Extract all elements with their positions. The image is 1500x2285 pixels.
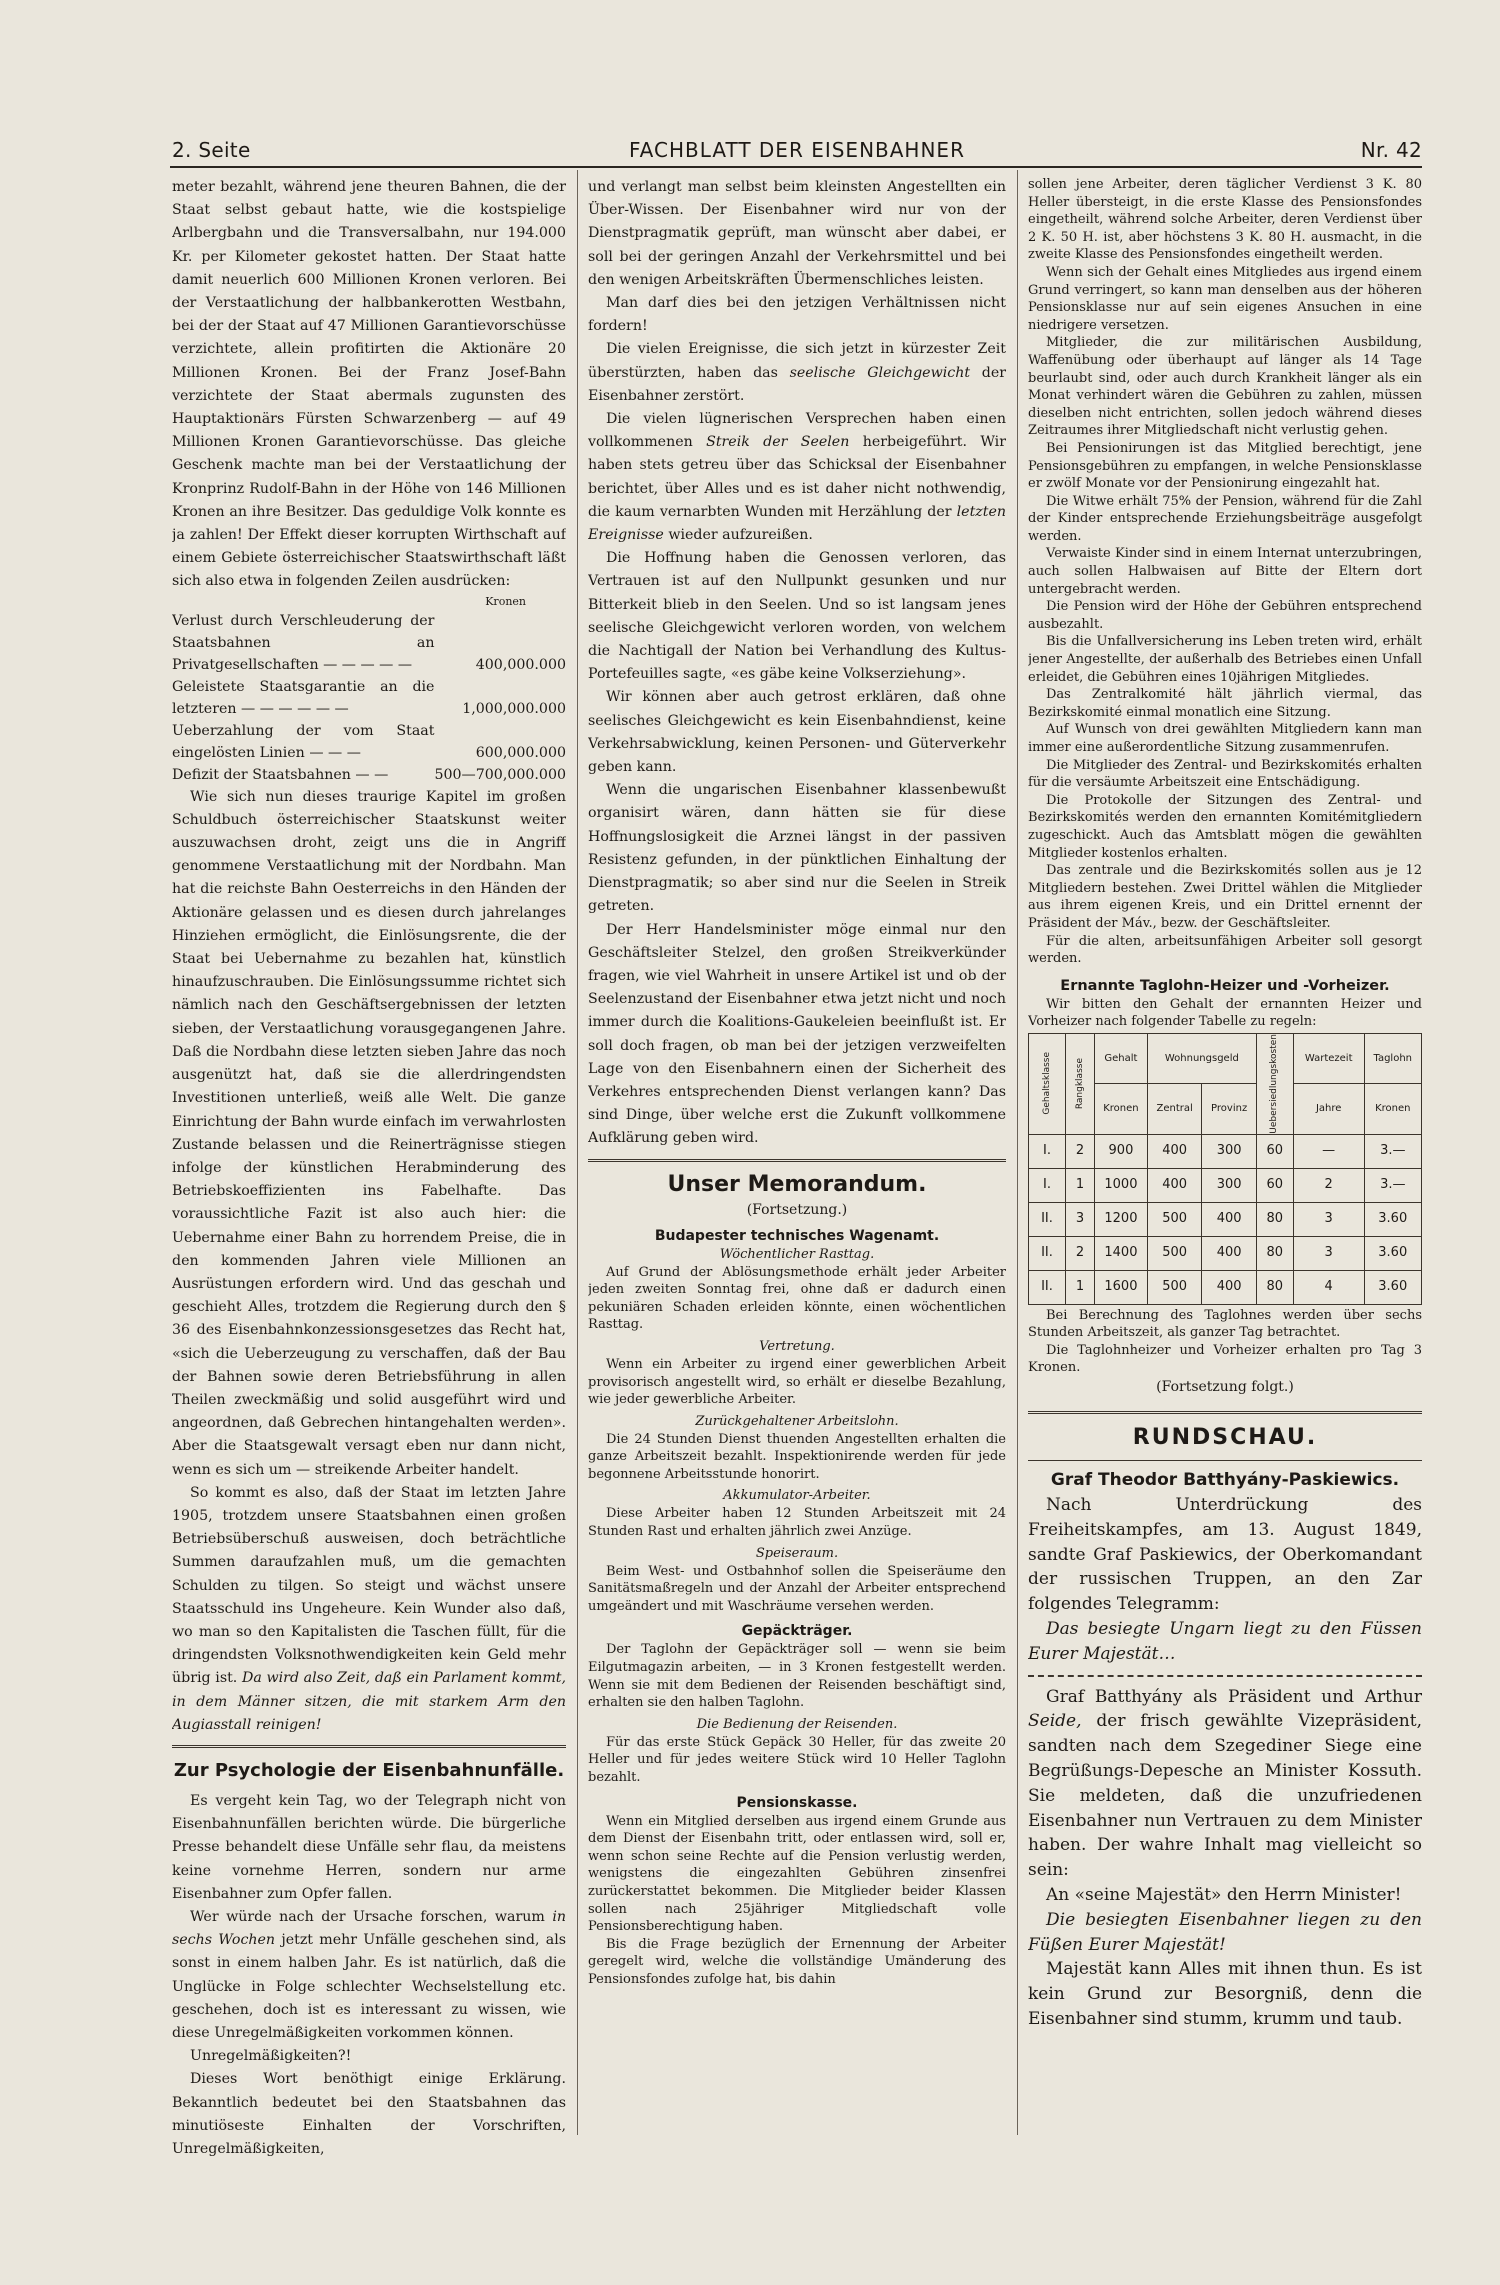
- item-text: Die Pension wird der Höhe der Gebühren entsprechend ausbezahlt.: [1028, 599, 1422, 632]
- table-cell: 80: [1256, 1202, 1293, 1236]
- item-text: Die Protokolle der Sitzungen des Zentral- und Bezirkskomités werden den ernannten Komitémitgliedern zugeschickt. Auch das Amtsblatt mögen die gewählten Mitglieder kostenlos erhalten.: [1028, 792, 1422, 861]
- table-cell: 1000: [1095, 1168, 1148, 1202]
- item-heading: Die Bedienung der Reisenden.: [696, 1716, 898, 1732]
- table-row: [1029, 1134, 1422, 1168]
- page-number: 2. Seite: [172, 138, 251, 162]
- table-cell: 400: [1147, 1168, 1202, 1202]
- table-cell: 1: [1066, 1270, 1095, 1304]
- ledger-label: Geleistete Staatsgarantie an die letzteren — — — — — —: [172, 678, 435, 717]
- table-header: Taglohn: [1364, 1033, 1421, 1083]
- table-row: [1029, 1202, 1422, 1236]
- quote-text: Das besiegte Ungarn liegt zu den Füssen Eurer Majestät…: [1028, 1618, 1422, 1664]
- table-cell: —: [1293, 1134, 1364, 1168]
- item-text: Diese Arbeiter haben 12 Stunden Arbeitszeit mit 24 Stunden Rast und erhalten jährlich zwei Anzüge.: [588, 1506, 1006, 1540]
- ledger-value: 1,000,000.000: [462, 700, 566, 717]
- article-paragraph: Majestät kann Alles mit ihnen thun. Es ist kein Grund zur Besorgniß, denn die Eisenbahner sind stumm, krumm und taub.: [1028, 1959, 1422, 2029]
- table-cell: 300: [1202, 1134, 1256, 1168]
- text-run: So kommt es also, daß der Staat im letzten Jahre 1905, trotzdem unsere Staatsbahnen einen großen Betriebsüberschuß ausweisen, doch beträchtliche Summen daraufzahlen muß, um die gemachten Schulden zu tilgen. So steigt und wächst unsere Staatsschuld ins Ungeheure. Kein Wunder also daß, wo man so den Kapitalisten die Taschen füllt, für die dringendsten Volksnothwendigkeiten kein Geld mehr übrig ist.: [172, 1484, 566, 1687]
- text-run: jetzt mehr Unfälle geschehen sind, als sonst in einem halben Jahr. Es ist natürlich, daß die Unglücke in Folge schlechter Wechselstellung etc. geschehen, doch ist es interessant zu wissen, wie diese Unregelmäßigkeiten vorkommen können.: [172, 1932, 566, 2042]
- table-cell: I.: [1029, 1168, 1066, 1202]
- column-1: [172, 176, 566, 2231]
- column-3: [1028, 176, 1422, 2231]
- table-cell: I.: [1029, 1134, 1066, 1168]
- table-cell: 80: [1256, 1270, 1293, 1304]
- text-run: Die vielen lügnerischen Versprechen haben einen vollkommenen: [588, 411, 1006, 451]
- ledger-row: [172, 720, 566, 764]
- emphasis-text: Da wird also Zeit, daß ein Parlament kommt, in dem Männer sitzen, die mit starkem Arm den Augiasstall reinigen!: [172, 1670, 566, 1733]
- article-paragraph: Dieses Wort benöthigt einige Erklärung. Bekanntlich bedeutet bei den Staatsbahnen das minutiöseste Einhalten der Vorschriften, Unregelmäßigkeiten,: [172, 2071, 566, 2158]
- article-paragraph: An «seine Majestät» den Herrn Minister!: [1046, 1884, 1402, 1905]
- text-run: herbeigeführt. Wir haben stets getreu über das Schicksal der Eisenbahner berichtet, über Alles und es ist daher nicht nothwendig, die kaum vernarbten Wunden mit Herzählung der: [588, 434, 1006, 520]
- emphasis-text: letzten Ereignisse: [588, 503, 1006, 544]
- text-run: wieder aufzureißen.: [668, 527, 813, 544]
- dashed-divider: [1028, 1675, 1422, 1677]
- item-text: Bei Berechnung des Taglohnes werden über sechs Stunden Arbeitszeit, als ganzer Tag betrachtet.: [1028, 1307, 1422, 1341]
- table-header: Rangklasse: [1074, 1058, 1085, 1110]
- table-cell: 2: [1066, 1134, 1095, 1168]
- table-cell: 400: [1147, 1134, 1202, 1168]
- ledger-value: 400,000.000: [475, 656, 566, 673]
- ledger-value: 600,000.000: [475, 744, 566, 761]
- table-cell: II.: [1029, 1202, 1066, 1236]
- emphasis-text: seelische Gleichgewicht: [789, 364, 971, 381]
- text-run: Graf Batthyány als Präsident und Arthur: [1046, 1686, 1422, 1707]
- ledger-row: [172, 764, 566, 786]
- emphasis-text: Seide,: [1028, 1711, 1082, 1732]
- article-paragraph: [588, 408, 1006, 547]
- ledger-unit: Kronen: [485, 594, 526, 608]
- table-cell: 400: [1202, 1236, 1256, 1270]
- item-heading: Wöchentlicher Rasttag.: [719, 1246, 875, 1262]
- ledger-label: Ueberzahlung der vom Staat eingelösten Linien — — —: [172, 722, 435, 761]
- table-cell: 3.—: [1364, 1134, 1421, 1168]
- table-cell: 500: [1147, 1202, 1202, 1236]
- subsection-title: Pensionskasse.: [736, 1794, 858, 1811]
- loss-ledger: [172, 594, 566, 786]
- table-cell: 400: [1202, 1202, 1256, 1236]
- ledger-value: 500—700,000.000: [434, 766, 566, 783]
- table-header: Gehalt: [1095, 1033, 1148, 1083]
- table-row: [1029, 1270, 1422, 1304]
- table-subheader: Zentral: [1147, 1084, 1202, 1134]
- item-heading: Vertretung.: [759, 1338, 835, 1354]
- item-text: Für das erste Stück Gepäck 30 Heller, für das zweite 20 Heller und für jedes weitere Stück wird 10 Heller Taglohn bezahlt.: [588, 1734, 1006, 1785]
- subsection-title: Graf Theodor Batthyány-Paskiewics.: [1050, 1469, 1400, 1490]
- table-cell: 500: [1147, 1236, 1202, 1270]
- table-header: Gehaltsklasse: [1041, 1052, 1052, 1116]
- table-cell: II.: [1029, 1236, 1066, 1270]
- table-subheader: Jahre: [1293, 1084, 1364, 1134]
- ledger-label: Defizit der Staatsbahnen — —: [172, 766, 389, 783]
- article-paragraph: Nach Unterdrückung des Freiheitskampfes, am 13. August 1849, sandte Graf Paskiewics, der Oberkomandant der russischen Truppen, an den Zar folgendes Telegramm:: [1028, 1494, 1422, 1615]
- table-cell: 3.60: [1364, 1202, 1421, 1236]
- article-paragraph: Wenn die ungarischen Eisenbahner klassenbewußt organisirt wären, dann hätten sie für diese Hoffnungslosigkeit die Arznei längst in der passiven Resistenz gefunden, in der pünktlichen Einhaltung der Dienstpragmatik; so aber sind nur die Seelen in Streik getreten.: [588, 782, 1006, 915]
- text-run: Die vielen Ereignisse, die sich jetzt in kürzester Zeit überstürzten, haben das: [588, 341, 1006, 381]
- table-cell: 3: [1066, 1202, 1095, 1236]
- subsection-title: Ernannte Taglohn-Heizer und -Vorheizer.: [1060, 977, 1390, 994]
- table-row: [1029, 1168, 1422, 1202]
- emphasis-text: in sechs Wochen: [172, 1909, 566, 1949]
- article-paragraph: [172, 1906, 566, 2045]
- item-text: Die Mitglieder des Zentral- und Bezirkskomités erhalten für die versäumte Arbeitszeit eine Entschädigung.: [1028, 757, 1422, 791]
- section-title: Zur Psychologie der Eisenbahnunfälle.: [173, 1759, 565, 1781]
- subsection-title: Budapester technisches Wagenamt.: [654, 1227, 940, 1244]
- section-divider: [1028, 1460, 1422, 1461]
- table-row: [1029, 1236, 1422, 1270]
- header-rule: [170, 166, 1422, 168]
- table-cell: 3: [1293, 1202, 1364, 1236]
- item-text: Wenn ein Mitglied derselben aus irgend einem Grunde aus dem Dienst der Eisenbahn tritt, oder entlassen wird, soll er, wenn schon seine Rechte auf die Pension verlustig werden, wenigstens die eingezahlten Gebühren zinsenfrei zurückerstattet bekommen. Die Mitglieder beider Klassen sollen nach 25jähriger Mitgliedschaft volle Pensionsberechtigung haben.: [588, 1813, 1006, 1935]
- table-cell: 1: [1066, 1168, 1095, 1202]
- section-divider: [588, 1159, 1006, 1162]
- article-paragraph: Es vergeht kein Tag, wo der Telegraph nicht von Eisenbahnunfällen berichten würde. Die bürgerliche Presse behandelt diese Unfälle sehr flau, da meistens keine vornehme Herren, sondern nur arme Eisenbahner zum Opfer fallen.: [172, 1792, 566, 1902]
- article-paragraph: Der Herr Handelsminister möge einmal nur den Geschäftsleiter Stelzel, den großen Streikverkünder fragen, wie viel Wahrheit in unsere Artikel ist und ob der Seelenzustand der Eisenbahner etwa jetzt nicht und noch immer durch die Koalitions-Gaukeleien beeinflußt ist. Er soll doch fragen, ob man bei der jetzigen verzweifelten Lage von den Eisenbahnern einen der Sicherheit des Verkehres entsprechenden Dienst verlangen kann? Das sind Dinge, über welche erst die Zukunft vollkommene Aufklärung geben wird.: [588, 921, 1006, 1147]
- item-text: Die 24 Stunden Dienst thuenden Angestellten erhalten die ganze Arbeitszeit bezahlt. Inspektionirende werden für jede begonnene Arbeitsstunde honorirt.: [588, 1431, 1006, 1482]
- text-run: der Eisenbahner zerstört.: [588, 364, 1006, 404]
- item-heading: Speiseraum.: [755, 1545, 839, 1561]
- item-text: Auf Wunsch von drei gewählten Mitgliedern kann man immer eine außerordentliche Sitzung zusammenrufen.: [1028, 722, 1422, 755]
- item-text: Bis die Unfallversicherung ins Leben treten wird, erhält jener Angestellte, der außerhalb des Betriebes einen Unfall erleidet, die Gebühren eines 10jährigen Mitgliedes.: [1028, 634, 1422, 685]
- item-text: Das zentrale und die Bezirkskomités sollen aus je 12 Mitgliedern bestehen. Zwei Drittel wählen die Mitglieder aus ihrem eigenen Kreis, und ein Drittel ernennt der Präsident der Máv., bezw. der Geschäftsleiter.: [1028, 863, 1422, 931]
- column-divider: [577, 170, 578, 2135]
- table-cell: 1400: [1095, 1236, 1148, 1270]
- article-paragraph: meter bezahlt, während jene theuren Bahnen, die der Staat selbst gebaut hatte, wie die kostspielige Arlbergbahn und die Transversalbahn, nur 194.000 Kr. per Kilometer gekostet hatten. Der Staat hatte damit neuerlich 600 Millionen Kronen verloren. Bei der Verstaatlichung der halbbankerotten Westbahn, bei der der Staat auf 47 Millionen Garantievorschüsse verzichtete, allein profitirten die Aktionäre 20 Millionen Kronen. Bei der Franz Josef-Bahn verzichtete der Staat abermals zugunsten des Hauptaktionärs Fürsten Schwarzenberg — auf 49 Millionen Kronen Garantievorschüsse. Das gleiche Geschenk machte man bei der Verstaatlichung der Kronprinz Rudolf-Bahn in der Höhe von 146 Millionen Kronen an ihre Besitzer. Das geduldige Volk konnte es ja zahlen! Der Effekt dieser korrupten Wirthschaft auf einem Gebiete österreichischer Staatswirthschaft läßt sich also etwa in folgenden Zeilen ausdrücken:: [172, 179, 566, 590]
- ledger-row: [172, 610, 566, 676]
- section-title: Unser Memorandum.: [667, 1171, 927, 1197]
- section-subtitle: (Fortsetzung.): [746, 1201, 848, 1218]
- item-text: Wenn sich der Gehalt eines Mitgliedes aus irgend einem Grund verringert, so kann man denselben aus der höheren Pensionsklasse nur auf sein eigenes Ansuchen in eine niedrigere versetzen.: [1028, 264, 1422, 333]
- table-cell: 3.60: [1364, 1270, 1421, 1304]
- article-paragraph: und verlangt man selbst beim kleinsten Angestellten ein Über-Wissen. Der Eisenbahner wird nur von der Dienstpragmatik geprüft, man wünscht aber dabei, er soll bei der geringen Anzahl der Verkehrsmittel und bei den wenigen Arbeitskräften Übermenschliches leisten.: [588, 179, 1006, 288]
- item-text: Die Taglohnheizer und Vorheizer erhalten pro Tag 3 Kronen.: [1028, 1342, 1422, 1376]
- wage-table: [1028, 1033, 1422, 1305]
- table-cell: 80: [1256, 1236, 1293, 1270]
- text-run: Wer würde nach der Ursache forschen, warum: [190, 1909, 545, 1925]
- table-subheader: Kronen: [1364, 1084, 1421, 1134]
- table-header: Wartezeit: [1293, 1033, 1364, 1083]
- ledger-label: Verlust durch Verschleuderung der Staatsbahnen an Privatgesellschaften — — — — —: [172, 612, 435, 673]
- column-divider: [1017, 170, 1018, 2135]
- item-text: Verwaiste Kinder sind in einem Internat unterzubringen, auch sollen Halbwaisen auf Bitte der Eltern dort untergebracht werden.: [1028, 546, 1422, 597]
- item-text: sollen jene Arbeiter, deren täglicher Verdienst 3 K. 80 Heller übersteigt, in die erste Klasse des Pensionsfondes eingetheilt, während solche Arbeiter, deren Verdienst über 2 K. 50 H. ist, aber höchstens 3 K. 80 H. ausmacht, in die zweite Klasse des Pensionsfondes eingetheilt werden.: [1028, 177, 1422, 263]
- table-cell: 900: [1095, 1134, 1148, 1168]
- article-paragraph: Unregelmäßigkeiten?!: [190, 2048, 352, 2065]
- item-text: Bis die Frage bezüglich der Ernennung der Arbeiter geregelt wird, welche die vollständige Umänderung des Pensionsfondes zufolge hat, bis dahin: [588, 1936, 1006, 1987]
- item-heading: Zurückgehaltener Arbeitslohn.: [695, 1413, 899, 1429]
- table-cell: 4: [1293, 1270, 1364, 1304]
- article-paragraph: Die Hoffnung haben die Genossen verloren, das Vertrauen ist auf den Nullpunkt gesunken und nur Bitterkeit blieb in den Seelen. Und so ist langsam jenes seelische Gleichgewicht verloren worden, von welchem die Nachtigall der Nation bei Verhandlung des Kultus-Portefeuilles sagte, «es gäbe keine Volkserziehung».: [588, 550, 1006, 683]
- page-header: [172, 138, 1422, 164]
- article-paragraph: Wie sich nun dieses traurige Kapitel im großen Schuldbuch österreichischer Staatskunst weiter auszuwachsen droht, zeigt uns die in Angriff genommene Verstaatlichung mit der Nordbahn. Man hat die reichste Bahn Oesterreichs in den Händen der Aktionäre gelassen und es diesen durch jahrelanges Hinziehen ermöglicht, die Einlösungsrente, die der Staat bei Uebernahme zu bezahlen hat, künstlich hinaufzuschrauben. Die Einlösungssumme richtet sich nämlich nach den Geschäftsergebnissen der letzten sieben, der Verstaatlichung vorausgegangenen Jahre. Daß die Nordbahn diese letzten sieben Jahre das noch ausgenützt hat, daß sie die allerdringendsten Investitionen unterließ, weiß alle Welt. Die ganze Einrichtung der Bahn wurde einfach im verwahrlosten Zustande belassen und die Reinerträgnisse stiegen infolge der künstlichen Herabminderung des Betriebskoeffizienten ins Fabelhafte. Das voraussichtliche Fazit ist also auch hier: die Uebernahme einer Bahn zu horrendem Preise, die in den kommenden Jahren viele Millionen an Ausrüstungen erfordern wird. Und das geschah und geschieht Alles, trotzdem die Regierung durch den § 36 des Eisenbahnkonzessionsgesetzes das Recht hat, «sich die Ueberzeugung zu verschaffen, daß der Bau der Bahnen sowie deren Betriebsführung in allen Theilen zweckmäßig und solid ausgeführt wird und angeordnen, daß Gebrechen hintangehalten werden». Aber die Staatsgewalt versagt eben nur dann nicht, wenn es sich um — streikende Arbeiter handelt.: [172, 788, 566, 1478]
- section-title: RUNDSCHAU.: [1132, 1424, 1318, 1450]
- table-cell: 3.60: [1364, 1236, 1421, 1270]
- table-cell: 1200: [1095, 1202, 1148, 1236]
- item-text: Der Taglohn der Gepäckträger soll — wenn sie beim Eilgutmagazin arbeiten, — in 3 Kronen festgestellt werden. Wenn sie mit dem Bedienen der Reisenden beschäftigt sind, erhalten sie den halben Taglohn.: [588, 1642, 1006, 1711]
- article-paragraph: Wir können aber auch getrost erklären, daß ohne seelisches Gleichgewicht es kein Eisenbahndienst, keine Verkehrsabwicklung, keinen Personen- und Güterverkehr geben kann.: [588, 689, 1006, 776]
- table-cell: 2: [1293, 1168, 1364, 1202]
- table-cell: II.: [1029, 1270, 1066, 1304]
- emphasis-text: Streik der Seelen: [706, 434, 850, 451]
- item-text: Die Witwe erhält 75% der Pension, während für die Zahl der Kinder entsprechende Erziehungsbeiträge ausgefolgt werden.: [1028, 493, 1422, 544]
- table-cell: 1600: [1095, 1270, 1148, 1304]
- table-cell: 400: [1202, 1270, 1256, 1304]
- item-text: Auf Grund der Ablösungsmethode erhält jeder Arbeiter jeden zweiten Sonntag frei, ohne daß er dadurch einen pekuniären Schaden erleiden könnte, einen wöchentlichen Rasttag.: [588, 1264, 1006, 1333]
- article-paragraph: [588, 338, 1006, 408]
- item-text: Das Zentralkomité hält jährlich viermal, das Bezirkskomité einmal monatlich eine Sitzung.: [1028, 687, 1422, 720]
- table-subheader: Kronen: [1095, 1084, 1148, 1134]
- item-text: Mitglieder, die zur militärischen Ausbildung, Waffenübung oder überhaupt auf länger als 14 Tage beurlaubt sind, oder auch durch Krankheit länger als ein Monat verhindert wären die Gebühren zu zahlen, müssen dieselben nicht entrichten, sollen jedoch während dieses Zeitraumes ihrer Mitgliedschaft nicht verlustig gehen.: [1028, 335, 1422, 439]
- item-text: Beim West- und Ostbahnhof sollen die Speiseräume den Sanitätsmaßregeln und der Anzahl der Arbeiter entsprechend umgeändert und mit Waschräume versehen werden.: [588, 1563, 1006, 1614]
- table-cell: 3.—: [1364, 1168, 1421, 1202]
- text-run: der frisch gewählte Vizepräsident, sandten nach dem Szegediner Siege eine Begrüßungs-Depesche an Minister Kossuth. Sie meldeten, daß die unzufriedenen Eisenbahner nun Vertrauen zu dem Minister haben. Der wahre Inhalt mag vielleicht so sein:: [1028, 1711, 1422, 1881]
- article-paragraph: [1028, 1685, 1422, 1883]
- quote-text: Die besiegten Eisenbahner liegen zu den Füßen Eurer Majestät!: [1028, 1909, 1422, 1955]
- subsection-title: Gepäckträger.: [741, 1623, 853, 1640]
- table-subheader: Provinz: [1202, 1084, 1256, 1134]
- section-divider: [172, 1745, 566, 1748]
- article-paragraph: [172, 1482, 566, 1737]
- table-header: Uebersiedlungskosten: [1269, 1033, 1280, 1134]
- table-header: Wohnungsgeld: [1147, 1033, 1256, 1083]
- item-text: Wir bitten den Gehalt der ernannten Heizer und Vorheizer nach folgender Tabelle zu regeln:: [1028, 996, 1422, 1030]
- item-heading: Akkumulator-Arbeiter.: [723, 1488, 871, 1504]
- article-paragraph: Man darf dies bei den jetzigen Verhältnissen nicht fordern!: [588, 295, 1006, 335]
- column-2: [588, 176, 1006, 2231]
- section-divider: [1028, 1411, 1422, 1414]
- continuation-note: (Fortsetzung folgt.): [1156, 1378, 1294, 1395]
- item-text: Wenn ein Arbeiter zu irgend einer gewerblichen Arbeit provisorisch angestellt wird, so erhält er dieselbe Bezahlung, wie jeder gewerbliche Arbeiter.: [588, 1356, 1006, 1408]
- table-cell: 500: [1147, 1270, 1202, 1304]
- item-text: Bei Pensionirungen ist das Mitglied berechtigt, jene Pensionsgebühren zu empfangen, in welche Pensionsklasse er zwölf Monate vor der Pensionirung eingezahlt hat.: [1028, 440, 1422, 492]
- issue-number: Nr. 42: [1360, 138, 1422, 162]
- ledger-row: [172, 676, 566, 720]
- table-cell: 3: [1293, 1236, 1364, 1270]
- table-cell: 60: [1256, 1168, 1293, 1202]
- table-cell: 2: [1066, 1236, 1095, 1270]
- table-cell: 60: [1256, 1134, 1293, 1168]
- item-text: Für die alten, arbeitsunfähigen Arbeiter soll gesorgt werden.: [1028, 933, 1422, 967]
- masthead-title: FACHBLATT DER EISENBAHNER: [629, 138, 965, 162]
- table-cell: 300: [1202, 1168, 1256, 1202]
